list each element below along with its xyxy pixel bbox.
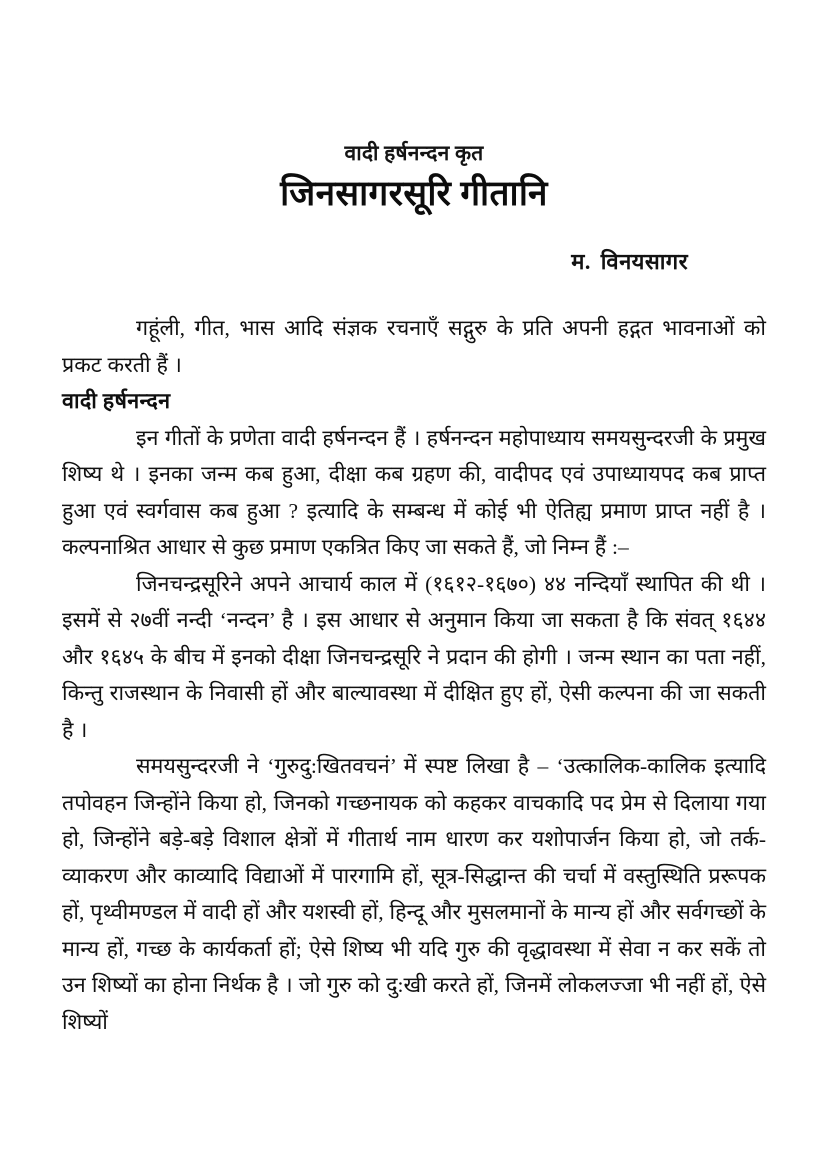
intro-paragraph: गहूंली, गीत, भास आदि संज्ञक रचनाएँ सद्गुरु के प्रति अपनी हद्गत भावनाओं को प्रकट करती हैं । (62, 316, 766, 377)
paragraph-1: इन गीतों के प्रणेता वादी हर्षनन्दन हैं । हर्षनन्दन महोपाध्याय समयसुन्दरजी के प्रमुख शिष्य थे । इनका जन्म कब हुआ, दीक्षा कब ग्रहण की, वादीपद एवं उपाध्यायपद कब प्राप्त हुआ एवं स्वर्गवास कब हुआ ? इत्यादि के सम्बन्ध में कोई भी ऐतिह्य प्रमाण प्राप्त नहीं है । कल्पनाश्रित आधार से कुछ प्रमाण एकत्रित किए जा सकते हैं, जो निम्न हैं :– (62, 425, 766, 559)
body-text (62, 310, 766, 1040)
paragraph-3: समयसुन्दरजी ने ‘गुरुदु:खितवचनं’ में स्पष्ट लिखा है – ‘उत्कालिक-कालिक इत्यादि तपोवहन जिन्होंने किया हो, जिनको गच्छनायक को कहकर वाचकादि पद प्रेम से दिलाया गया हो, जिन्होंने बड़े-बड़े विशाल क्षेत्रों में गीतार्थ नाम धारण कर यशोपार्जन किया हो, जो तर्क-व्याकरण और काव्यादि विद्याओं में पारगामि हों, सूत्र-सिद्धान्त की चर्चा में वस्तुस्थिति प्ररूपक हों, पृथ्वीमण्डल में वादी हों और यशस्वी हों, हिन्दू और मुसलमानों के मान्य हों और सर्वगच्छों के मान्य हों, गच्छ के कार्यकर्ता हों; ऐसे शिष्य भी यदि गुरु की वृद्धावस्था में सेवा न कर सकें तो उन शिष्यों का होना निर्थक है । जो गुरु को दु:खी करते हों, जिनमें लोकलज्जा भी नहीं हों, ऐसे शिष्यों (62, 754, 766, 1034)
page-title: जिनसागरसूरि गीतानि (280, 174, 548, 214)
section-heading-vadi-harshanandan: वादी हर्षनन्दन (62, 389, 171, 413)
title-kicker: वादी हर्षनन्दन कृत (344, 141, 484, 165)
title-block (62, 0, 766, 276)
byline-honorific: म. (571, 249, 591, 274)
byline (62, 246, 766, 276)
byline-author: विनयसागर (600, 249, 688, 274)
page-content (62, 0, 766, 1040)
paragraph-2: जिनचन्द्रसूरिने अपने आचार्य काल में (१६१२-१६७०) ४४ नन्दियाँ स्थापित की थी । इसमें से २७वीं नन्दी ‘नन्दन’ है । इस आधार से अनुमान किया जा सकता है कि संवत् १६४४ और १६४५ के बीच में इनको दीक्षा जिनचन्द्रसूरि ने प्रदान की होगी । जन्म स्थान का पता नहीं, किन्तु राजस्थान के निवासी हों और बाल्यावस्था में दीक्षित हुए हों, ऐसी कल्पना की जा सकती है । (62, 571, 766, 742)
